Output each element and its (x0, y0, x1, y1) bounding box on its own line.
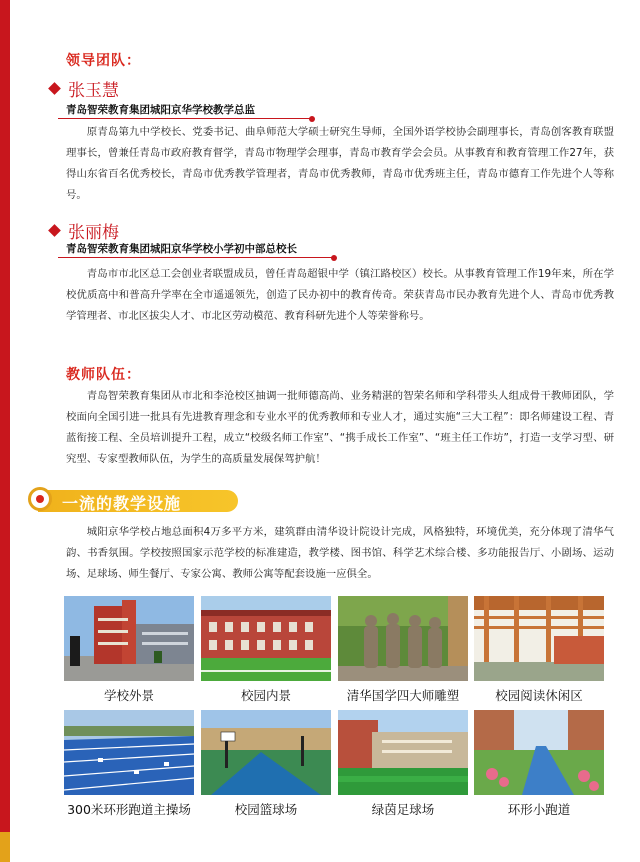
person-bio-2: 青岛市市北区总工会创业者联盟成员，曾任青岛超银中学（镇江路校区）校长。从事教育管理工作19年来，所在学校优质高中和普高升学率在全市遥遥领先，创造了民办初中的教育传奇。荣获青岛市民办教育先进个人、青岛市优秀教学管理者、市北区拔尖人才、市北区劳动模范、教育科研先进个人等荣誉称号。 (66, 268, 614, 322)
facilities-banner-title: 一流的教学设施 (62, 494, 182, 513)
title-underline (58, 257, 334, 258)
photo-reading-leisure-area (474, 596, 604, 681)
photo-caption: 绿茵足球场 (371, 802, 435, 817)
person-name-2 (50, 218, 119, 243)
photo-circular-path (474, 710, 604, 795)
facilities-paragraph: 城阳京华学校占地总面积4万多平方米，建筑群由清华设计院设计完成，风格独特，环境优美，充分体现了清华气韵、书香氛围。学校按照国家示范学校的标准建造，教学楼、图书馆、科学艺术综合楼、多功能报告厅、小剧场、运动场、足球场、师生餐厅、专家公寓、教师公寓等配套设施一应俱全。 (66, 526, 614, 580)
photo-running-track (64, 710, 194, 795)
person-name-text: 张玉慧 (68, 81, 119, 101)
leadership-heading: 领导团队： (66, 53, 141, 69)
circle-bullet-icon (28, 487, 52, 511)
left-accent-bar-bottom (0, 832, 10, 862)
person-bio-1: 原青岛第九中学校长、党委书记、曲阜师范大学硕士研究生导师，全国外语学校协会副理事长，青岛创客教育联盟理事长，曾兼任青岛市政府教育督学，青岛市物理学会理事，青岛市教育学会会员。从事教育和教育管理工作27年，获得山东省百名优秀校长，青岛市优秀教学管理者，青岛市优秀教师，青岛市优秀班主任，青岛市德育工作先进个人等称号。 (66, 126, 614, 201)
teachers-heading: 教师队伍： (66, 367, 141, 383)
photo-school-exterior (64, 596, 194, 681)
diamond-bullet-icon (48, 82, 61, 95)
left-accent-bar (0, 0, 10, 862)
photo-caption: 300米环形跑道主操场 (67, 802, 191, 817)
photo-soccer-field (338, 710, 468, 795)
photo-caption: 学校外景 (103, 688, 154, 703)
photo-campus-interior (201, 596, 331, 681)
photo-basketball-court (201, 710, 331, 795)
photo-caption: 环形小跑道 (507, 802, 571, 817)
title-underline (58, 118, 312, 119)
photo-caption: 校园阅读休闲区 (495, 688, 583, 703)
facilities-banner (28, 487, 238, 515)
person-name-1 (50, 76, 119, 101)
photo-four-masters-statue (338, 596, 468, 681)
person-title-2: 青岛智荣教育集团城阳京华学校小学初中部总校长 (66, 243, 297, 255)
teachers-paragraph: 青岛智荣教育集团从市北和李沧校区抽调一批师德高尚、业务精湛的智荣名师和学科带头人组成骨干教师团队，学校面向全国引进一批具有先进教育理念和专业水平的优秀教师和专业人才，通过实施“三大工程”：即名师建设工程、青蓝衔接工程、全员培训提升工程，成立“校级名师工作室”、“携手成长工作室”、“班主任工作坊”，打造一支学习型、研究型、专家型教师队伍，为学生的高质量发展保驾护航！ (66, 390, 614, 465)
photo-caption: 校园内景 (240, 688, 291, 703)
photo-caption: 校园篮球场 (234, 802, 298, 817)
photo-caption: 清华国学四大师雕塑 (346, 688, 460, 703)
person-title-1: 青岛智荣教育集团城阳京华学校教学总监 (66, 104, 255, 116)
diamond-bullet-icon (48, 224, 61, 237)
person-name-text: 张丽梅 (68, 223, 119, 243)
